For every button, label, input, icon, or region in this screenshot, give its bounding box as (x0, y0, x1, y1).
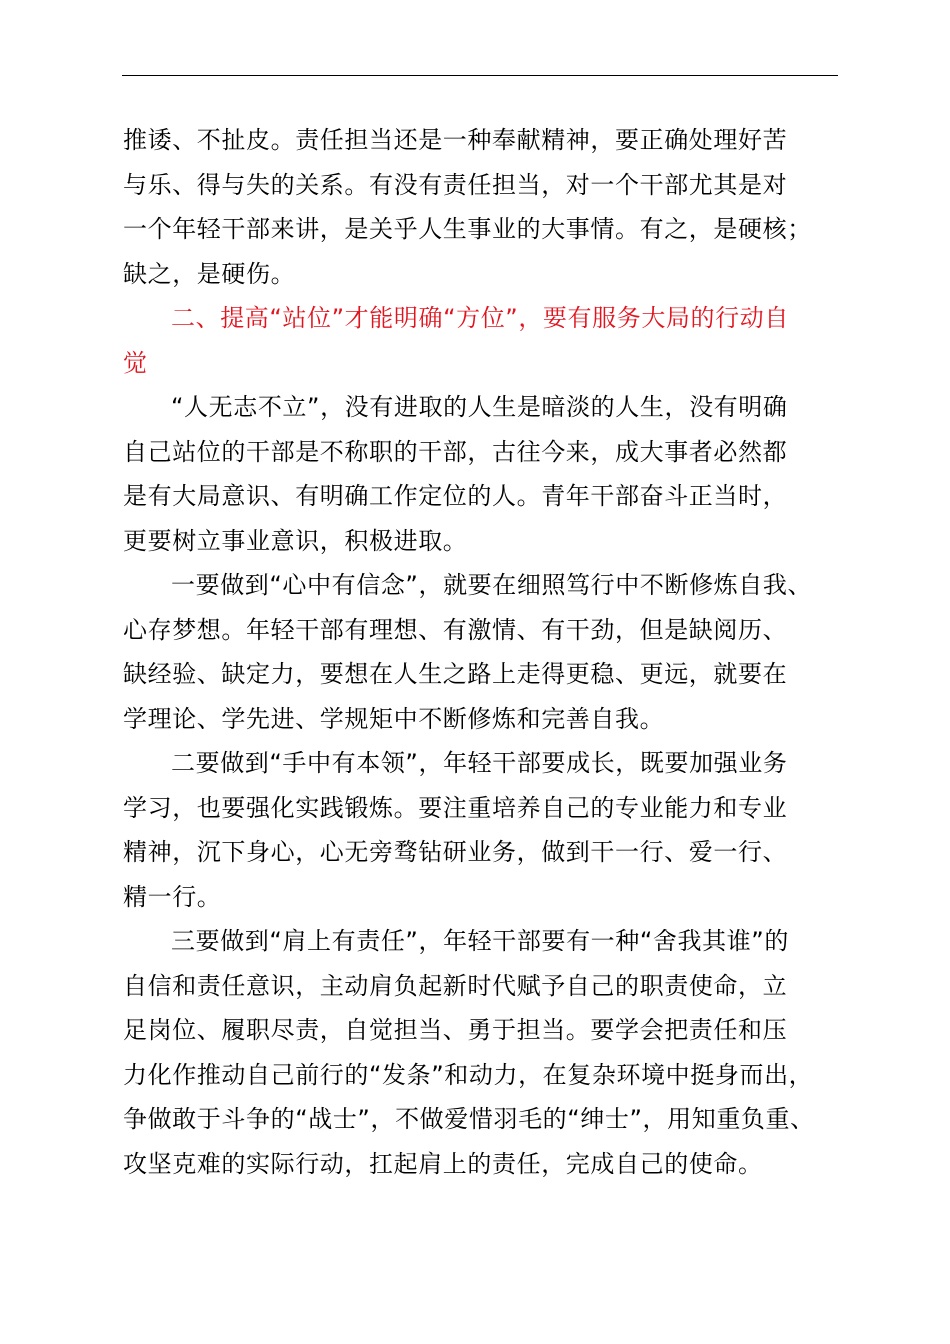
paragraph-2-line-1: “人无志不立”，没有进取的人生是暗淡的人生，没有明确 (171, 393, 788, 421)
header-rule (122, 75, 838, 76)
paragraph-3-line-3: 缺经验、缺定力，要想在人生之路上走得更稳、更远，就要在 (123, 660, 788, 688)
paragraph-5-line-6: 攻坚克难的实际行动，扛起肩上的责任，完成自己的使命。 (123, 1149, 763, 1178)
paragraph-1-line-3: 一个年轻干部来讲，是关乎人生事业的大事情。有之，是硬核； (123, 215, 812, 243)
paragraph-4-line-4: 精一行。 (123, 882, 222, 911)
paragraph-1-line-4: 缺之，是硬伤。 (123, 259, 296, 288)
paragraph-1-line-1: 推诿、不扯皮。责任担当还是一种奉献精神，要正确处理好苦 (123, 126, 788, 154)
paragraph-5-line-4: 力化作推动自己前行的“发条”和动力，在复杂环境中挺身而出， (123, 1060, 814, 1089)
section-heading-line-1: 二、提高“站位”才能明确“方位”，要有服务大局的行动自 (171, 304, 789, 332)
paragraph-1-line-2: 与乐、得与失的关系。有没有责任担当，对一个干部尤其是对 (123, 170, 788, 199)
paragraph-3-line-4: 学理论、学先进、学规矩中不断修炼和完善自我。 (123, 704, 665, 733)
paragraph-5-line-1: 三要做到“肩上有责任”，年轻干部要有一种“舍我其谁”的 (171, 927, 789, 955)
paragraph-5-line-5: 争做敢于斗争的“战士”，不做爱惜羽毛的“绅士”，用知重负重、 (123, 1105, 815, 1133)
paragraph-2-line-2: 自己站位的干部是不称职的干部，古往今来，成大事者必然都 (123, 437, 788, 466)
paragraph-5-line-2: 自信和责任意识，主动肩负起新时代赋予自己的职责使命，立 (123, 971, 788, 1000)
paragraph-4-line-3: 精神，沉下身心，心无旁骛钻研业务，做到干一行、爱一行、 (123, 838, 788, 866)
paragraph-4-line-2: 学习，也要强化实践锻炼。要注重培养自己的专业能力和专业 (123, 793, 788, 822)
section-heading-line-2: 觉 (123, 348, 148, 377)
paragraph-5-line-3: 足岗位、履职尽责，自觉担当、勇于担当。要学会把责任和压 (123, 1016, 788, 1044)
paragraph-3-line-1: 一要做到“心中有信念”，就要在细照笃行中不断修炼自我、 (171, 571, 813, 599)
paragraph-2-line-3: 是有大局意识、有明确工作定位的人。青年干部奋斗正当时， (123, 482, 788, 510)
paragraph-3-line-2: 心存梦想。年轻干部有理想、有激情、有干劲，但是缺阅历、 (123, 615, 788, 644)
paragraph-4-line-1: 二要做到“手中有本领”，年轻干部要成长，既要加强业务 (171, 749, 788, 777)
paragraph-2-line-4: 更要树立事业意识，积极进取。 (123, 526, 468, 555)
